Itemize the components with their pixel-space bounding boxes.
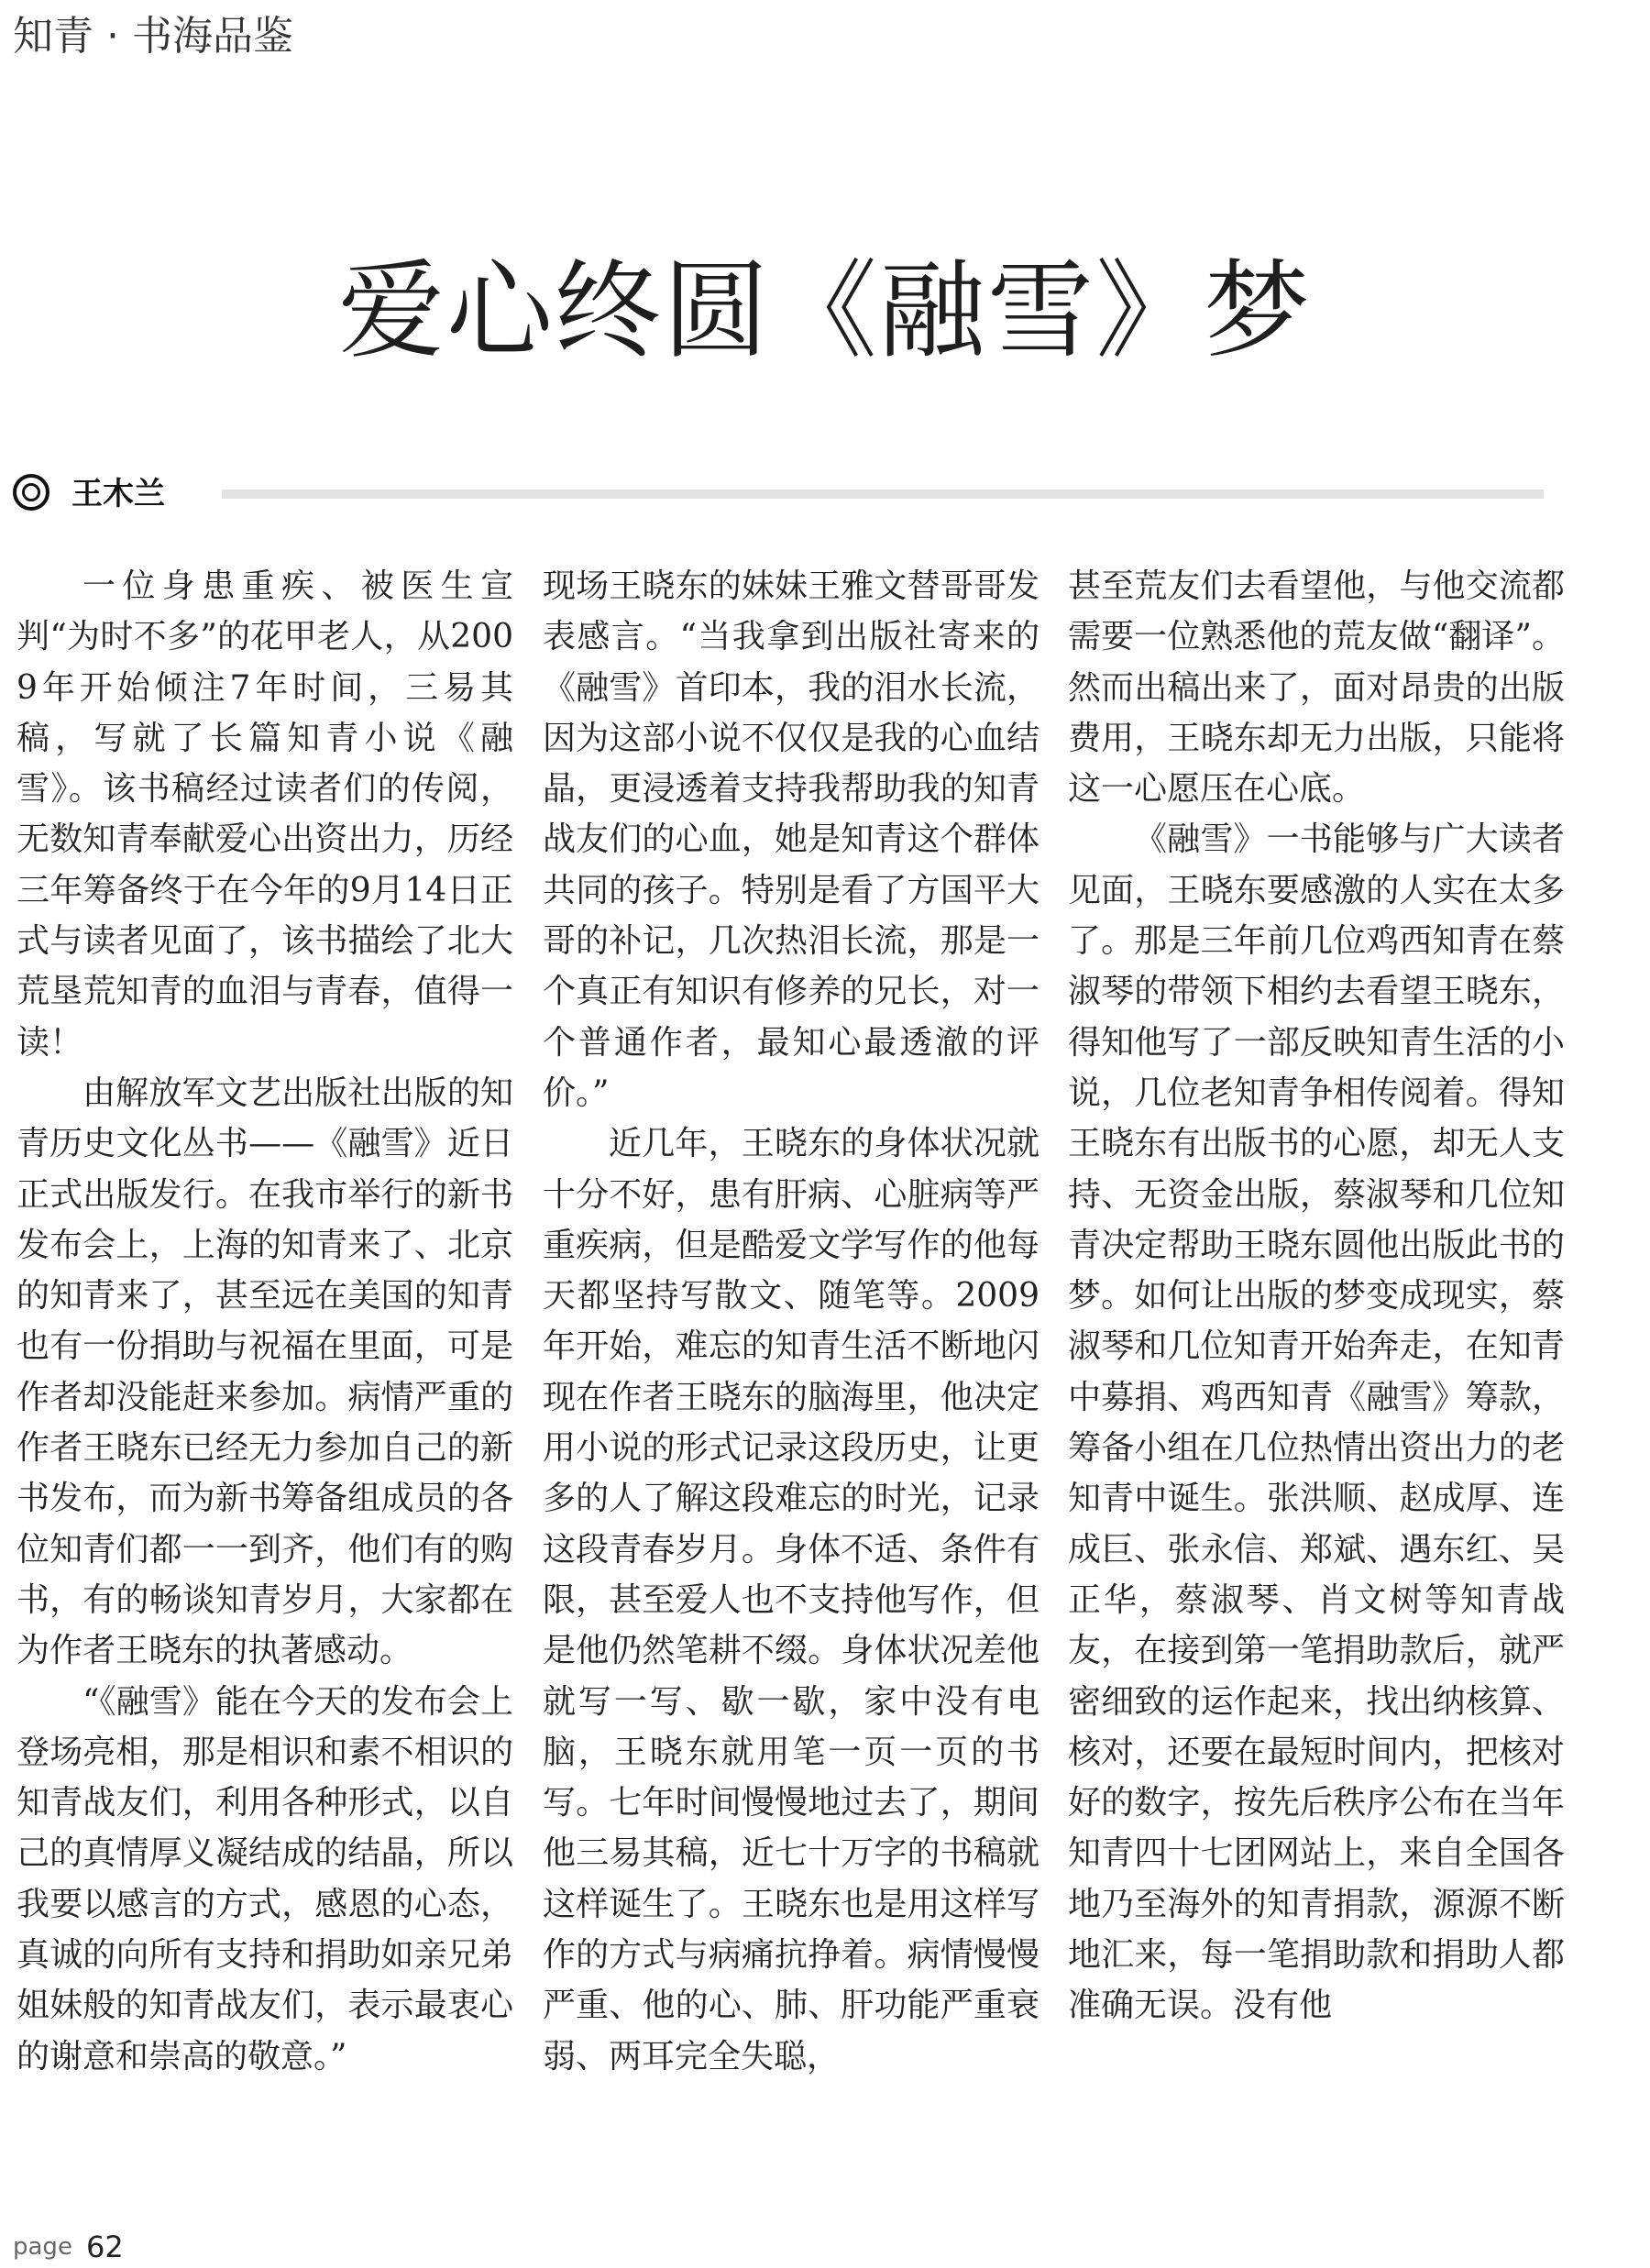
paragraph: 近几年，王晓东的身体状况就十分不好，患有肝病、心脏病等严重疾病，但是酷爱文学写作的他每天都坚持写散文、随笔等。2009年开始，难忘的知青生活不断地闪现在作者王晓东的脑海里，他决定用小说的形式记录这段历史，让更多的人了解这段难忘的时光，记录这段青春岁月。身体不适、条件有限，甚至爱人也不支持他写作，但是他仍然笔耕不缀。身体状况差他就写一写、歇一歇，家中没有电脑，王晓东就用笔一页一页的书写。七年时间慢慢地过去了，期间他三易其稿，近七十万字的书稿就这样诞生了。王晓东也是用这样写作的方式与病痛抗挣着。病情慢慢严重、他的心、肺、肝功能严重衰弱、两耳完全失聪，	[543, 1125, 1040, 2075]
byline-rule	[222, 490, 1544, 499]
page-label: page	[13, 2233, 72, 2261]
paragraph: 《融雪》一书能够与广大读者见面，王晓东要感激的人实在太多了。那是三年前几位鸡西知青在蔡淑琴的带领下相约去看望王晓东，得知他写了一部反映知青生活的小说，几位老知青争相传阅着。得知王晓东有出版书的心愿，却无人支持、无资金出版，蔡淑琴和几位知青决定帮助王晓东圆他出版此书的梦。如何让出版的梦变成现实，蔡淑琴和几位知青开始奔走，在知青中募捐、鸡西知青《融雪》筹款，筹备小组在几位热情出资出力的老知青中诞生。张洪顺、赵成厚、连成巨、张永信、郑斌、遇东红、吴正华，蔡淑琴、肖文树等知青战友，在接到第一笔捐助款后，就严密细致的运作起来，找出纳核算、核对，还要在最短时间内，把核对好的数字，按先后秩序公布在当年知青四十七团网站上，来自全国各地乃至海外的知青捐款，源源不断地汇来，每一笔捐助款和捐助人都准确无误。没有他	[1068, 820, 1565, 2025]
author-name: 王木兰	[72, 476, 165, 512]
paragraph: 由解放军文艺出版社出版的知青历史文化丛书——《融雪》近日正式出版发行。在我市举行的新书发布会上，上海的知青来了、北京的知青来了，甚至远在美国的知青也有一份捐助与祝福在里面，可是作者却没能赶来参加。病情严重的作者王晓东已经无力参加自己的新书发布，而为新书筹备组成员的各位知青们都一一到齐，他们有的购书，有的畅谈知青岁月，大家都在为作者王晓东的执著感动。	[16, 1073, 513, 1670]
paragraph: 现场王晓东的妹妹王雅文替哥哥发表感言。“当我拿到出版社寄来的《融雪》首印本，我的泪水长流，因为这部小说不仅仅是我的心血结晶，更浸透着支持我帮助我的知青战友们的心血，她是知青这个群体共同的孩子。特别是看了方国平大哥的补记，几次热泪长流，那是一个真正有知识有修养的兄长，对一个普通作者，最知心最透澈的评价。”	[543, 567, 1040, 1112]
text-column-3	[1068, 561, 1565, 2031]
paragraph: 一位身患重疾、被医生宣判“为时不多”的花甲老人，从2009年开始倾注7年时间，三易其稿，写就了长篇知青小说《融雪》。该书稿经过读者们的传阅，无数知青奉献爱心出资出力，历经三年筹备终于在今年的9月14日正式与读者见面了，该书描绘了北大荒垦荒知青的血泪与青春，值得一读！	[16, 567, 513, 1062]
page-number: 62	[86, 2229, 124, 2264]
paragraph: 甚至荒友们去看望他，与他交流都需要一位熟悉他的荒友做“翻译”。然而出稿出来了，面对昂贵的出版费用，王晓东却无力出版，只能将这一心愿压在心底。	[1068, 567, 1565, 809]
text-column-2	[543, 561, 1040, 2082]
column-header: 知青 · 书海品鉴	[13, 13, 293, 60]
text-column-1	[16, 561, 513, 2082]
article-title: 爱心终圆《融雪》梦	[338, 249, 1312, 373]
paragraph: “《融雪》能在今天的发布会上登场亮相，那是相识和素不相识的知青战友们，利用各种形式，以自己的真情厚义凝结成的结晶，所以我要以感言的方式，感恩的心态，真诚的向所有支持和捐助如亲兄弟姐妹般的知青战友们，表示最衷心的谢意和崇高的敬意。”	[16, 1682, 513, 2075]
page-footer	[13, 2229, 124, 2264]
byline	[13, 469, 1544, 519]
double-circle-icon	[13, 474, 50, 511]
